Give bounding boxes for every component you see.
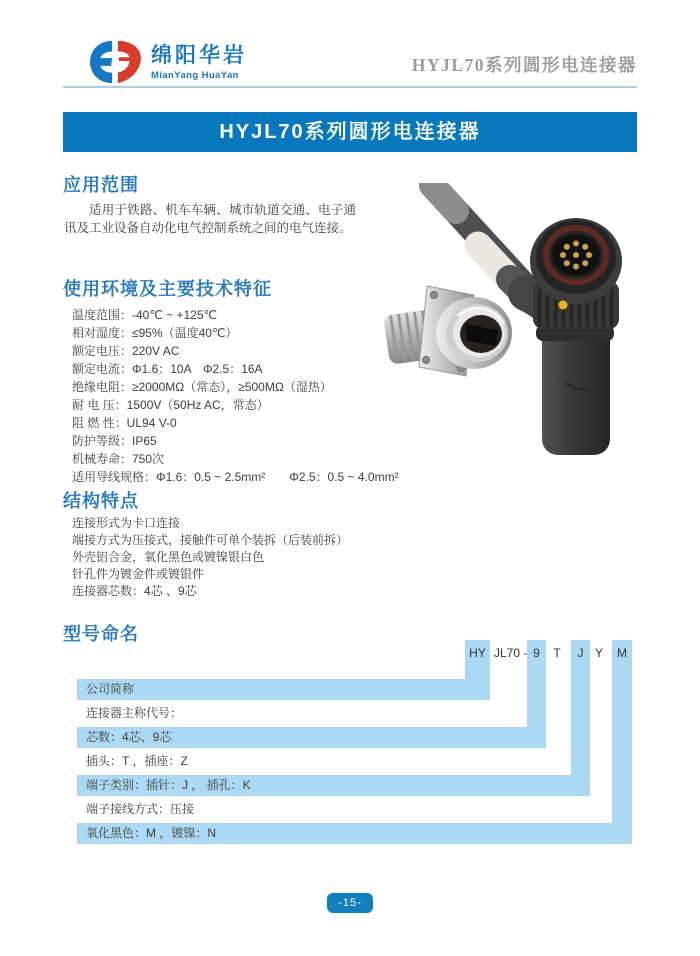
model-code-y: Y <box>594 646 603 660</box>
model-label-bar-terminal-type: 端子类别：插针：J ， 插孔：K <box>77 775 590 796</box>
section-heading-model-naming: 型号命名 <box>63 624 139 644</box>
model-label-plug-socket: 插头：T ，插座：Z <box>86 754 188 768</box>
model-code-9: 9 <box>533 646 540 660</box>
logo-swirl-icon <box>86 38 144 86</box>
page-number-badge: -15- <box>327 893 373 913</box>
model-code-hy: HY <box>469 646 486 660</box>
model-code-jl70: JL70 - <box>494 646 528 660</box>
model-code-j: J <box>577 646 584 660</box>
section-heading-application: 应用范围 <box>63 175 139 195</box>
structure-list <box>72 515 348 600</box>
spec-line: 防护等级：IP65 <box>72 434 157 448</box>
structure-item: 端接方式为压接式，接触件可单个装拆（后装前拆） <box>72 533 349 547</box>
product-photo-connectors <box>370 183 660 470</box>
spec-line: 绝缘电阻：≥2000MΩ（常态），≥500MΩ（湿热） <box>72 380 332 394</box>
model-code-column-m <box>612 640 632 844</box>
company-logo <box>86 38 247 86</box>
model-label-bar-finish: 氧化黑色：M ，镀镍：N <box>77 823 632 844</box>
metal-receptacle <box>383 286 512 376</box>
logo-text <box>151 44 247 81</box>
spec-list <box>72 306 399 486</box>
spec-line: 额定电流：Φ1.6：10A Φ2.5：16A <box>72 362 263 376</box>
orientation-dot <box>559 301 568 310</box>
structure-item: 外壳铝合金，氧化黑色或镀镍银白色 <box>72 550 265 564</box>
section-heading-structure: 结构特点 <box>63 491 139 511</box>
logo-chinese-name: 绵阳华岩 <box>151 43 247 67</box>
spec-line: 适用导线规格：Φ1.6：0.5 ~ 2.5mm² Φ2.5：0.5 ~ 4.0mm² <box>72 470 399 484</box>
spec-line: 相对湿度：≤95%（温度40℃） <box>72 326 238 340</box>
structure-item: 针孔件为镀金件或镀银件 <box>72 567 205 581</box>
spec-line: 阻 燃 性：UL94 V-0 <box>72 416 177 430</box>
logo-english-name: MianYang HuaYan <box>151 69 239 81</box>
spec-line: 额定电压：220V AC <box>72 344 180 358</box>
header-series-title: HYJL70系列圆形电连接器 <box>411 55 637 75</box>
model-label-main-designation: 连接器主称代号： <box>86 706 183 720</box>
model-label-bar-contacts: 芯数：4芯、9芯 <box>77 727 546 748</box>
structure-item: 连接器芯数：4芯 、9芯 <box>72 584 197 598</box>
page-title-banner: HYJL70系列圆形电连接器 <box>63 112 637 152</box>
model-code-t: T <box>553 646 561 660</box>
model-code-m: M <box>617 646 627 660</box>
structure-item: 连接形式为卡口连接 <box>72 516 181 530</box>
spec-line: 温度范围：-40℃ ~ +125℃ <box>72 308 218 322</box>
spec-line: 耐 电 压：1500V（50Hz AC，常态） <box>72 398 269 412</box>
spec-line: 机械寿命：750次 <box>72 452 165 466</box>
model-label-termination: 端子接线方式：压接 <box>86 802 195 816</box>
gold-pins <box>560 241 592 270</box>
header-divider <box>63 86 637 88</box>
section-heading-environment: 使用环境及主要技术特征 <box>63 279 272 299</box>
application-body-text: 适用于铁路、机车车辆、城市轨道交通、电子通讯及工业设备自动化电气控制系统之间的电气连接。 <box>64 203 356 235</box>
model-label-bar-company: 公司简称 <box>77 679 490 700</box>
right-angle-plug <box>530 218 622 455</box>
model-code-column-j <box>571 640 590 796</box>
